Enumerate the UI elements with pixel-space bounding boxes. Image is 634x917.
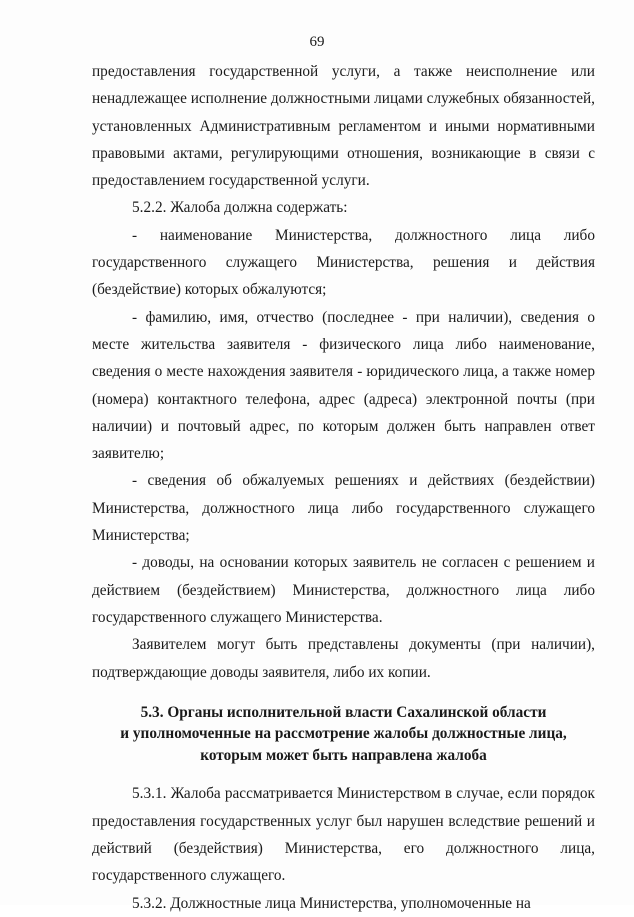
list-item-ministry-name: - наименование Министерства, должностного лица либо государственного служащего Министерства, решения и действия (бездействие) которых обжалуются; bbox=[92, 226, 595, 299]
section-heading-line: которым может быть направлена жалоба bbox=[200, 746, 487, 764]
section-heading-line: и уполномоченные на рассмотрение жалобы должностные лица, bbox=[120, 725, 567, 743]
section-heading-line: 5.3. Органы исполнительной власти Сахалинской области bbox=[140, 703, 547, 721]
paragraph-continuation: предоставления государственной услуги, а также неисполнение или ненадлежащее исполнение должностными лицами служебных обязанностей, установленных Административным регламентом и иными нормативными правовыми актами, регулирующими отношения, возникающие в связи с предоставлением государственной услуги. bbox=[92, 63, 596, 190]
page-number: 69 bbox=[309, 34, 325, 50]
list-item-appealed-decisions: - сведения об обжалуемых решениях и действиях (бездействии) Министерства, должностного лица либо государственного служащего Министерства; bbox=[92, 472, 595, 545]
list-item-applicant-details: - фамилию, имя, отчество (последнее - при наличии), сведения о месте жительства заявителя - физического лица либо наименование, сведения о месте нахождения заявителя - юридического лица, а также номер (номера) контактного телефона, адрес (адреса) электронной почты (при наличии) и почтовый адрес, по которым должен быть направлен ответ заявителю; bbox=[92, 308, 595, 463]
list-item-arguments: - доводы, на основании которых заявитель не согласен с решением и действием (бездействием) Министерства, должностного лица либо государственного служащего Министерства. bbox=[92, 554, 595, 626]
document-body bbox=[92, 58, 595, 917]
paragraph-5-3-2: 5.3.2. Должностные лица Министерства, уполномоченные на bbox=[132, 894, 531, 912]
paragraph-supporting-documents: Заявителем могут быть представлены документы (при наличии), подтверждающие доводы заявителя, либо их копии. bbox=[92, 636, 595, 681]
paragraph-5-2-2: 5.2.2. Жалоба должна содержать: bbox=[132, 199, 348, 217]
section-heading-5-3 bbox=[92, 702, 595, 767]
paragraph-5-3-1: 5.3.1. Жалоба рассматривается Министерством в случае, если порядок предоставления государственных услуг был нарушен вследствие решений и действий (бездействия) Министерства, его должностного лица, государственного служащего. bbox=[92, 785, 595, 885]
